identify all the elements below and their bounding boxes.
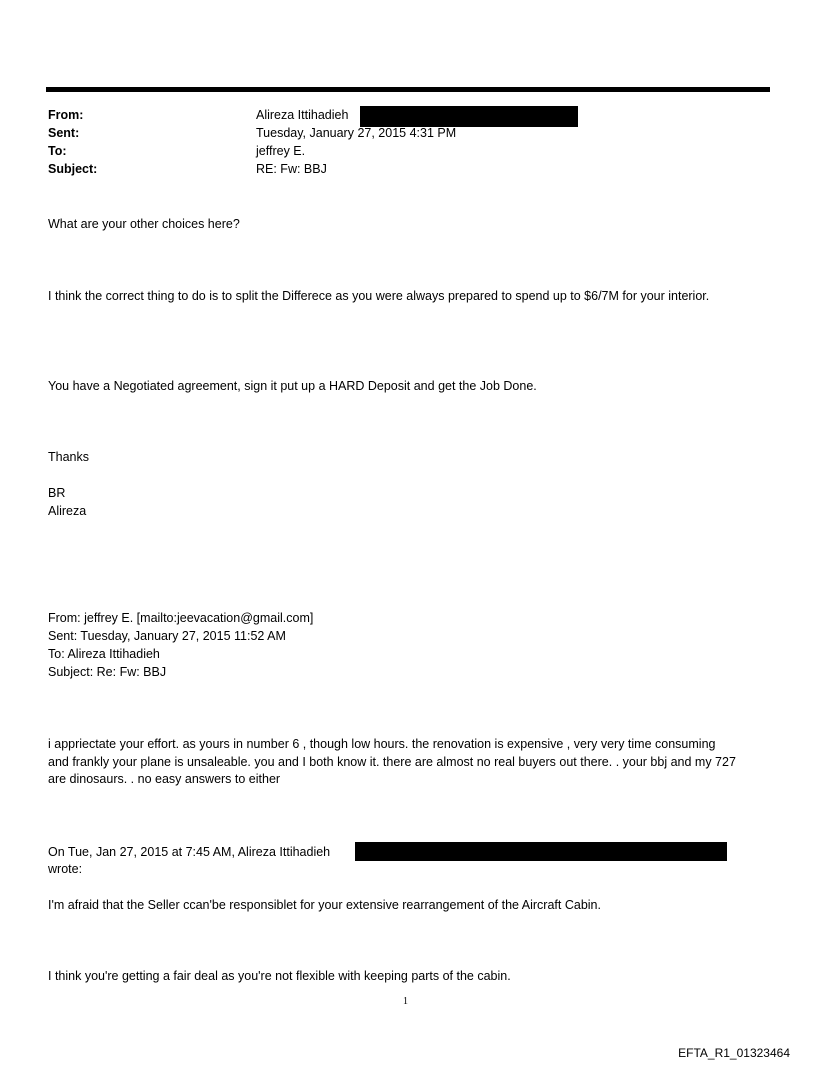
header-divider (46, 87, 770, 92)
subject-label: Subject: (48, 162, 98, 176)
body-paragraph: What are your other choices here? (48, 217, 240, 231)
quoted-sent: Sent: Tuesday, January 27, 2015 11:52 AM (48, 629, 286, 643)
body-paragraph: I think the correct thing to do is to split the Differece as you were always prepared to spend up to $6/7M for your interior. (48, 289, 710, 303)
redaction-block (360, 106, 578, 127)
quoted-intro: On Tue, Jan 27, 2015 at 7:45 AM, Alireza Ittihadieh (48, 845, 331, 859)
to-value: jeffrey E. (256, 144, 306, 158)
to-label: To: (48, 144, 67, 158)
quoted-from: From: jeffrey E. [mailto:jeevacation@gmail.com] (48, 611, 314, 625)
subject-value: RE: Fw: BBJ (256, 162, 327, 176)
document-id: EFTA_R1_01323464 (678, 1046, 790, 1060)
signature-name: Alireza (48, 504, 87, 518)
quoted-body: i appriectate your effort. as yours in number 6 , though low hours. the renovation is expensive , very very time consuming and frankly your plane is unsaleable. you and I both know it. there are almost no real buyers out there. . your bbj and my 727 are dinosaurs. . no easy answers to either (48, 737, 736, 786)
sent-label: Sent: (48, 126, 80, 140)
sent-value: Tuesday, January 27, 2015 4:31 PM (256, 126, 457, 140)
from-value: Alireza Ittihadieh (256, 108, 349, 122)
quoted-wrote: wrote: (48, 862, 83, 876)
from-label: From: (48, 108, 84, 122)
signature-line: BR (48, 486, 66, 500)
body-paragraph: You have a Negotiated agreement, sign it put up a HARD Deposit and get the Job Done. (48, 379, 537, 393)
redaction-block (355, 842, 727, 861)
page-number: 1 (403, 996, 408, 1007)
quoted-body: I'm afraid that the Seller ccan'be responsiblet for your extensive rearrangement of the Aircraft Cabin. (48, 898, 601, 912)
quoted-to: To: Alireza Ittihadieh (48, 647, 160, 661)
quoted-body: I think you're getting a fair deal as you're not flexible with keeping parts of the cabin. (48, 969, 511, 983)
body-paragraph: Thanks (48, 450, 89, 464)
quoted-subject: Subject: Re: Fw: BBJ (48, 665, 167, 679)
